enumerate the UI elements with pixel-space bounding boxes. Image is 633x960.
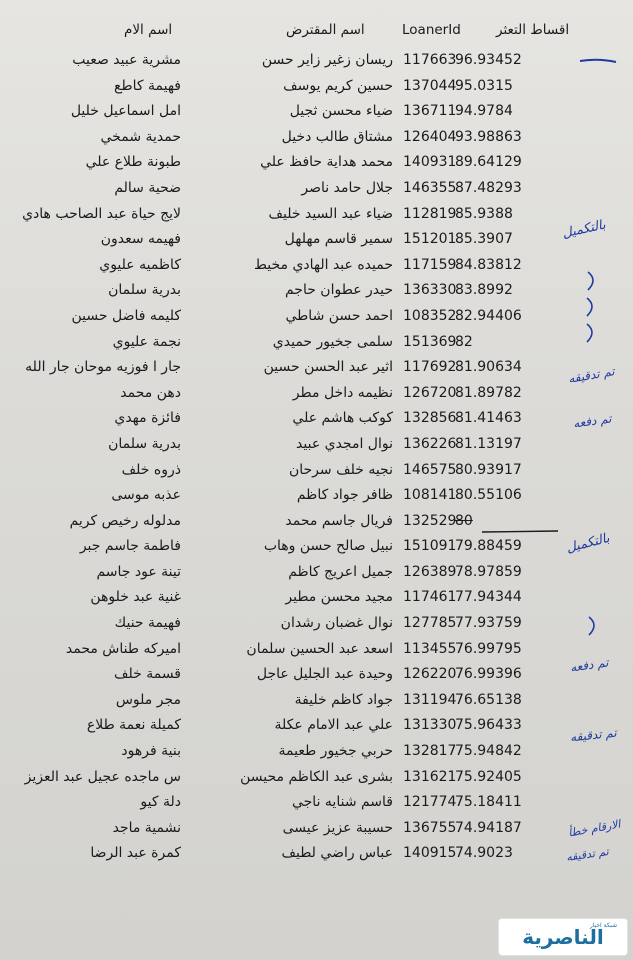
table-row [0, 406, 633, 432]
header-mother-name: اسم الام [124, 22, 173, 38]
borrower-name: حميده عبد الهادي مخيط [253, 256, 393, 273]
borrower-name: ضياء عبد السيد خليف [268, 205, 393, 222]
ink-tick-mark [583, 296, 603, 318]
installment-value: 85.3907 [455, 231, 513, 248]
borrower-name: عباس راضي لطيف [281, 845, 393, 862]
header-loaner-id: LoanerId [402, 22, 461, 38]
installment-value: 75.96433 [455, 717, 522, 734]
installment-value: 78.97859 [455, 563, 522, 580]
installment-value: 75.94842 [455, 743, 522, 760]
installment-value: 81.90634 [455, 359, 522, 376]
table-row [0, 176, 633, 202]
handwritten-note: بالتكميل [564, 530, 612, 557]
installment-value: 81.89782 [455, 384, 522, 401]
loaner-id: 132856 [403, 410, 457, 427]
installment-value: 75.18411 [455, 794, 522, 811]
mother-name: بدرية سلمان [108, 435, 181, 452]
mother-name: جار ا فوزيه موحان جار الله [25, 359, 181, 376]
installment-value: 96.93452 [455, 52, 522, 68]
mother-name: مجر ملوس [115, 691, 181, 708]
borrower-name: حسين كريم يوسف [283, 77, 393, 94]
table-row [0, 278, 633, 304]
mother-name: نشمية ماجد [112, 819, 181, 836]
borrower-name: ظافر جواد كاظم [296, 487, 393, 504]
table-row [0, 662, 633, 688]
loaner-id: 108141 [403, 487, 457, 504]
loaner-table [0, 48, 633, 867]
table-row [0, 483, 633, 509]
loaner-id: 112819 [403, 205, 457, 222]
borrower-name: اثير عبد الحسن حسين [263, 359, 393, 376]
installment-value: 94.9784 [455, 103, 513, 120]
table-row [0, 202, 633, 228]
mother-name: تينة عود جاسم [96, 563, 181, 580]
loaner-id: 117461 [403, 589, 457, 606]
loaner-id: 127785 [403, 615, 457, 632]
table-row [0, 713, 633, 739]
table-row [0, 99, 633, 125]
header-borrower-name: اسم المقترض [286, 22, 365, 38]
mother-name: فهيمة كاطع [114, 77, 181, 94]
loaner-id: 126220 [403, 666, 457, 683]
table-row [0, 432, 633, 458]
mother-name: دهن محمد [120, 384, 181, 401]
mother-name: بنية فرهود [121, 743, 181, 760]
borrower-name: جلال حامد ناصر [301, 179, 393, 196]
table-row [0, 739, 633, 765]
table-row [0, 637, 633, 663]
loaner-id: 146575 [403, 461, 457, 478]
borrower-name: نجيه خلف سرحان [288, 461, 393, 478]
borrower-name: اسعد عبد الحسين سلمان [246, 640, 393, 657]
mother-name: حمدية شمخي [100, 128, 181, 145]
table-row [0, 585, 633, 611]
installment-value: 93.98863 [455, 128, 522, 145]
borrower-name: محمد هداية حافظ علي [260, 154, 393, 171]
table-row [0, 48, 633, 74]
borrower-name: نوال امجدي عبيد [296, 435, 393, 452]
installment-value: 83.8992 [455, 282, 513, 299]
mother-name: ضحية سالم [114, 179, 181, 196]
loaner-id: 151369 [403, 333, 457, 350]
logo-text: الناصرية [522, 925, 604, 949]
handwritten-note: تم تدقيقه [569, 725, 618, 745]
handwritten-note: بالتكميل [560, 217, 608, 242]
installment-value: 82.94406 [455, 307, 522, 324]
borrower-name: كوكب هاشم علي [292, 410, 393, 427]
mother-name: س ماجده عجيل عبد العزيز [24, 768, 181, 785]
handwritten-note: تم تدقيقه [567, 364, 616, 386]
installment-value: 89.64129 [455, 154, 522, 171]
loaner-id: 113455 [403, 640, 457, 657]
ink-strike-line [480, 527, 560, 537]
borrower-name: قاسم شنايه ناجي [291, 794, 393, 811]
table-row [0, 253, 633, 279]
borrower-name: احمد حسن شاطي [285, 307, 393, 324]
ink-tick-mark [583, 322, 603, 344]
loaner-id: 151201 [403, 231, 457, 248]
borrower-name: حيدر عطوان حاجم [284, 282, 393, 299]
installment-value: 81.13197 [455, 435, 522, 452]
table-row [0, 816, 633, 842]
mother-name: فهيمه سعدون [100, 231, 181, 248]
borrower-name: حربي جخيور طعيمة [278, 743, 393, 760]
loaner-id: 136711 [403, 103, 457, 120]
borrower-name: مشتاق طالب دخيل [281, 128, 393, 145]
installment-value: 81.41463 [455, 410, 522, 427]
loaner-id: 126404 [403, 128, 457, 145]
borrower-name: نوال غضبان رشدان [280, 615, 393, 632]
mother-name: امل اسماعيل خليل [70, 103, 181, 120]
handwritten-note: تم دفعه [572, 411, 613, 431]
table-row [0, 150, 633, 176]
loaner-id: 121774 [403, 794, 457, 811]
loaner-id: 146355 [403, 179, 457, 196]
handwritten-note: الارقام خطأ [567, 817, 622, 840]
installment-value: 82 [455, 333, 473, 350]
mother-name: كمرة عبد الرضا [90, 845, 181, 862]
installment-value: 80.93917 [455, 461, 522, 478]
borrower-name: علي عبد الامام عكلة [274, 717, 393, 734]
mother-name: اميركه طناش محمد [65, 640, 181, 657]
mother-name: كاظميه عليوي [99, 256, 181, 273]
table-row [0, 227, 633, 253]
table-row [0, 560, 633, 586]
borrower-name: وحيدة عبد الجليل عاجل [256, 666, 393, 683]
installment-value: 80.55106 [455, 487, 522, 504]
table-row [0, 458, 633, 484]
installment-value: 77.93759 [455, 615, 522, 632]
borrower-name: مجيد محسن مطير [285, 589, 393, 606]
loaner-id: 117159 [403, 256, 457, 273]
installment-value: 74.9023 [455, 845, 513, 862]
mother-name: مشرية عبيد صعيب [72, 52, 181, 68]
table-row [0, 611, 633, 637]
loaner-id: 136755 [403, 819, 457, 836]
mother-name: كميلة نعمة طلاع [86, 717, 181, 734]
table-row [0, 330, 633, 356]
ink-tick-mark [584, 270, 604, 292]
table-row [0, 790, 633, 816]
table-row [0, 841, 633, 867]
mother-name: كليمه فاضل حسين [71, 307, 181, 324]
table-row [0, 381, 633, 407]
borrower-name: ريسان زغير زاير حسن [261, 52, 393, 68]
installment-value: 76.99396 [455, 666, 522, 683]
loaner-id: 108352 [403, 307, 457, 324]
loaner-id: 117692 [403, 359, 457, 376]
installment-value: 76.99795 [455, 640, 522, 657]
loaner-id: 140915 [403, 845, 457, 862]
installment-value: 75.92405 [455, 768, 522, 785]
loaner-id: 132529 [403, 512, 457, 529]
installment-value: 85.9388 [455, 205, 513, 222]
borrower-name: فريال جاسم محمد [285, 512, 393, 529]
mother-name: فائزة مهدي [114, 410, 181, 427]
loaner-id: 126389 [403, 563, 457, 580]
installment-value: 95.0315 [455, 77, 513, 94]
borrower-name: جواد كاظم خليفة [294, 691, 393, 708]
borrower-name: ضياء محسن ثجيل [289, 103, 393, 120]
installment-value: 87.48293 [455, 179, 522, 196]
table-row [0, 304, 633, 330]
mother-name: مدلوله رخيص كريم [69, 512, 181, 529]
loaner-id: 126720 [403, 384, 457, 401]
mother-name: نجمة عليوي [112, 333, 181, 350]
mother-name: غنية عبد خلوهن [90, 589, 181, 606]
installment-value: 80 [455, 512, 473, 529]
mother-name: بدرية سلمان [108, 282, 181, 299]
mother-name: ذروه خلف [121, 461, 181, 478]
borrower-name: سمير قاسم مهلهل [284, 231, 393, 248]
mother-name: لايج حياة عبد الصاحب هادي [22, 205, 181, 222]
loaner-id: 131621 [403, 768, 457, 785]
mother-name: قسمة خلف [113, 666, 181, 683]
watermark-logo [498, 918, 628, 956]
mother-name: طبونة طلاع علي [85, 154, 181, 171]
handwritten-note: تم دفعه [569, 655, 610, 675]
borrower-name: نظيمه داخل مطر [292, 384, 393, 401]
loaner-id: 136330 [403, 282, 457, 299]
installment-value: 77.94344 [455, 589, 522, 606]
table-row [0, 74, 633, 100]
loaner-id: 137044 [403, 77, 457, 94]
header-installments: اقساط التعثر [496, 22, 570, 38]
mother-name: فهيمة حنيك [114, 615, 181, 632]
loaner-id: 132817 [403, 743, 457, 760]
handwritten-note: تم تدقيقه [565, 845, 610, 864]
table-row [0, 534, 633, 560]
loaner-id: 136226 [403, 435, 457, 452]
table-row [0, 355, 633, 381]
table-row [0, 125, 633, 151]
ink-dash-mark [578, 56, 618, 66]
mother-name: دلة كيو [140, 794, 181, 811]
table-row [0, 688, 633, 714]
loaner-id: 151091 [403, 538, 457, 555]
loaner-id: 140931 [403, 154, 457, 171]
table-row [0, 765, 633, 791]
ink-tick-mark [585, 615, 605, 637]
loaner-id: 117663 [403, 52, 457, 68]
mother-name: فاطمة جاسم جبر [79, 538, 181, 555]
loaner-id: 131194 [403, 691, 457, 708]
installment-value: 79.88459 [455, 538, 522, 555]
borrower-name: بشرى عبد الكاظم محيسن [240, 768, 393, 785]
installment-value: 84.83812 [455, 256, 522, 273]
installment-value: 74.94187 [455, 819, 522, 836]
borrower-name: جميل اعريج كاظم [288, 563, 393, 580]
loaner-id: 131330 [403, 717, 457, 734]
borrower-name: نبيل صالح حسن وهاب [263, 538, 393, 555]
logo-subtitle: شبكة اخبار [589, 922, 617, 929]
installment-value: 76.65138 [455, 691, 522, 708]
borrower-name: سلمى جخيور حميدي [272, 333, 393, 350]
borrower-name: حسيبة عزيز عيسى [282, 819, 393, 836]
mother-name: عذبه موسى [111, 487, 181, 504]
